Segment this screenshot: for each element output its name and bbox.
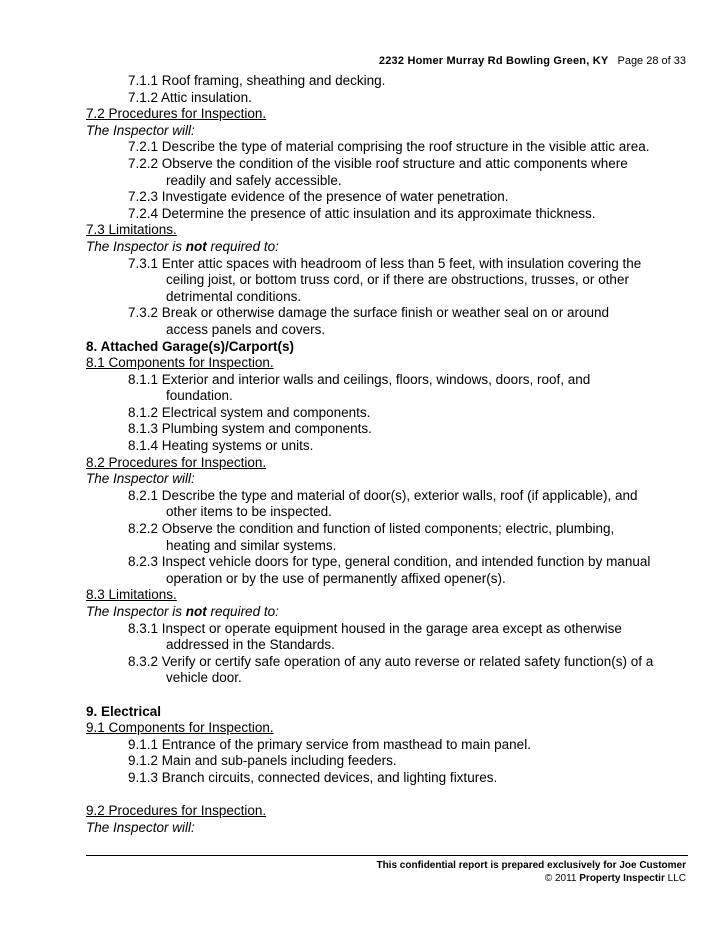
inspector-not-required bbox=[86, 239, 696, 256]
spacer bbox=[86, 687, 696, 704]
emphasis-not: not bbox=[185, 238, 207, 254]
page-header bbox=[379, 55, 686, 67]
list-item-continuation: operation or by the use of permanently affixed opener(s). bbox=[166, 570, 506, 586]
page-footer bbox=[376, 859, 686, 885]
text-run: required to: bbox=[206, 604, 279, 619]
list-item: 7.1.1 Roof framing, sheathing and decking. bbox=[128, 73, 386, 88]
header-address: 2232 Homer Murray Rd Bowling Green, KY bbox=[378, 55, 609, 67]
subsection-heading: 8.2 Procedures for Inspection. bbox=[86, 454, 267, 470]
footer-divider bbox=[86, 855, 688, 856]
company-name: Property Inspectir bbox=[579, 873, 665, 884]
spacer bbox=[86, 787, 696, 804]
list-item: 8.1.3 Plumbing system and components. bbox=[128, 421, 372, 437]
inspector-not-required bbox=[86, 604, 696, 621]
list-item: 8.1.2 Electrical system and components. bbox=[128, 404, 371, 420]
list-item: 8.1.1 Exterior and interior walls and ceilings, floors, windows, doors, roof, and bbox=[128, 371, 591, 387]
section-heading: 8. Attached Garage(s)/Carport(s) bbox=[86, 338, 295, 354]
footer-notice: This confidential report is prepared exclusively for Joe Customer bbox=[376, 860, 686, 871]
list-item: 9.1.3 Branch circuits, connected devices, and lighting fixtures. bbox=[128, 769, 498, 785]
list-item: 8.2.3 Inspect vehicle doors for type, general condition, and intended function by manual bbox=[128, 554, 651, 570]
list-item: 8.2.2 Observe the condition and function of listed components; electric, plumbing, bbox=[128, 521, 615, 537]
list-item-continuation: other items to be inspected. bbox=[166, 504, 332, 520]
text-run: required to: bbox=[206, 238, 279, 254]
list-item: 8.3.1 Inspect or operate equipment housed in the garage area except as otherwise bbox=[128, 620, 622, 636]
header-page-number: Page 28 of 33 bbox=[617, 55, 686, 67]
list-item-continuation: access panels and covers. bbox=[166, 321, 326, 337]
inspector-will: The Inspector will: bbox=[86, 471, 195, 487]
list-item-continuation: ceiling joist, or bottom truss cord, or if there are obstructions, trusses, or other bbox=[166, 272, 629, 288]
emphasis-not: not bbox=[185, 604, 207, 619]
list-item-continuation: foundation. bbox=[166, 388, 233, 404]
list-item: 7.2.2 Observe the condition of the visible roof structure and attic components where bbox=[128, 155, 628, 171]
list-item: 7.3.1 Enter attic spaces with headroom of less than 5 feet, with insulation covering the bbox=[128, 255, 642, 271]
document-body bbox=[86, 73, 696, 836]
list-item: 7.3.2 Break or otherwise damage the surface finish or weather seal on or around bbox=[128, 305, 610, 321]
list-item: 8.3.2 Verify or certify safe operation of any auto reverse or related safety function(s) of a bbox=[128, 653, 654, 669]
list-item: 7.2.3 Investigate evidence of the presence of water penetration. bbox=[128, 189, 509, 205]
subsection-heading: 8.3 Limitations. bbox=[86, 587, 177, 603]
subsection-heading: 9.1 Components for Inspection. bbox=[86, 720, 274, 736]
company-suffix: LLC bbox=[667, 873, 686, 884]
list-item: 7.1.2 Attic insulation. bbox=[128, 89, 252, 105]
list-item-continuation: readily and safely accessible. bbox=[166, 172, 342, 188]
subsection-heading: 8.1 Components for Inspection. bbox=[86, 355, 274, 371]
list-item: 7.2.4 Determine the presence of attic insulation and its approximate thickness. bbox=[128, 205, 596, 221]
inspector-will: The Inspector will: bbox=[86, 122, 195, 138]
text-run: The Inspector is bbox=[86, 604, 186, 619]
list-item-continuation: detrimental conditions. bbox=[166, 288, 302, 304]
list-item: 9.1.2 Main and sub-panels including feeders. bbox=[128, 753, 397, 769]
copyright-year: © 2011 bbox=[544, 873, 577, 884]
list-item: 8.2.1 Describe the type and material of door(s), exterior walls, roof (if applicable), and bbox=[128, 487, 638, 503]
section-heading: 9. Electrical bbox=[86, 703, 162, 719]
list-item: 7.2.1 Describe the type of material comprising the roof structure in the visible attic area. bbox=[128, 139, 650, 155]
subsection-heading: 7.3 Limitations. bbox=[86, 222, 177, 238]
list-item-continuation: addressed in the Standards. bbox=[166, 637, 335, 653]
list-item: 9.1.1 Entrance of the primary service from masthead to main panel. bbox=[128, 736, 531, 752]
list-item-continuation: vehicle door. bbox=[166, 670, 242, 686]
inspector-will: The Inspector will: bbox=[86, 819, 195, 835]
list-item-continuation: heating and similar systems. bbox=[166, 537, 337, 553]
text-run: The Inspector is bbox=[86, 238, 186, 254]
list-item: 8.1.4 Heating systems or units. bbox=[128, 438, 314, 454]
subsection-heading: 7.2 Procedures for Inspection. bbox=[86, 106, 267, 122]
subsection-heading: 9.2 Procedures for Inspection. bbox=[86, 803, 267, 819]
footer-copyright bbox=[376, 872, 686, 885]
